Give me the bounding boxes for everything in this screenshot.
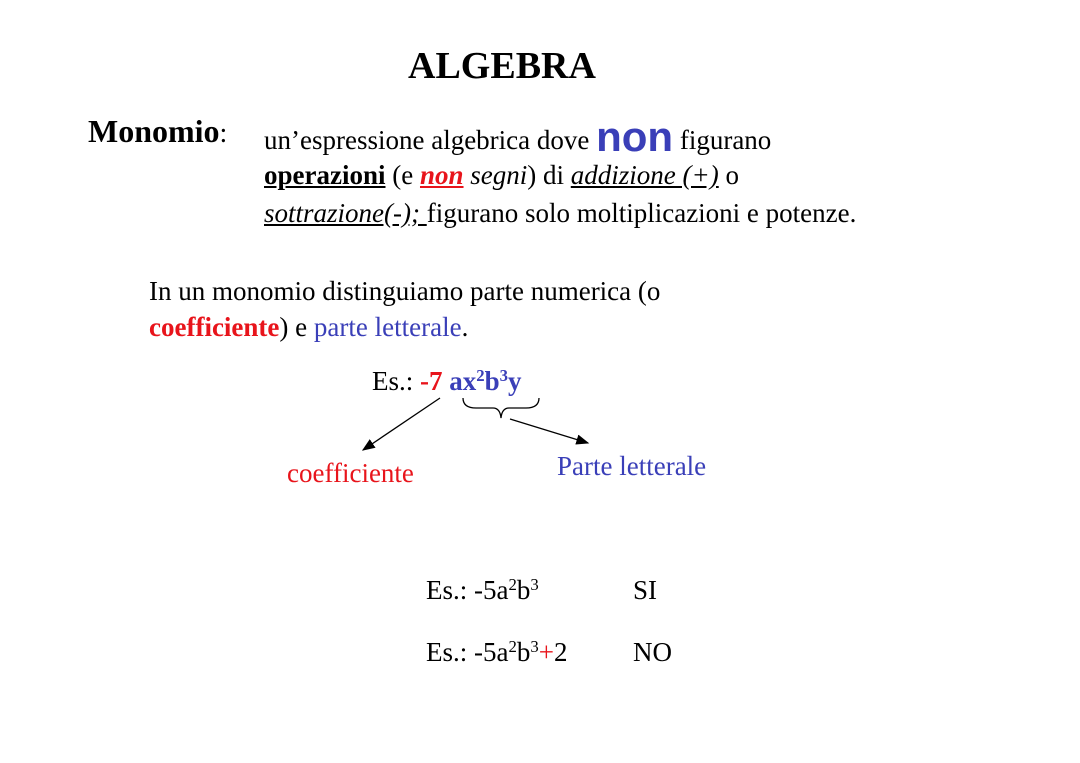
literal-brace [463, 398, 539, 418]
def1-text-a: un’espressione algebrica dove [264, 125, 597, 155]
example-prefix: Es.: [372, 366, 421, 396]
parts-line-2 [149, 312, 468, 343]
parts-parte-letterale: parte letterale [313, 312, 462, 342]
def1-text-b: figurano [673, 125, 772, 155]
page-title: ALGEBRA [408, 45, 596, 87]
def3-rest: figurano solo moltiplicazioni e potenze. [426, 198, 857, 228]
parts-coefficiente: coefficiente [149, 312, 280, 342]
example-1-result: SI [633, 575, 658, 605]
definition-line-2 [264, 160, 739, 191]
example-coefficient: -7 [420, 366, 443, 396]
def2-segni: segni [470, 160, 528, 190]
parts-line-1: In un monomio distinguiamo parte numerica (o [149, 276, 661, 306]
def2-text-a: (e [385, 160, 420, 190]
arrow-to-literal [510, 419, 588, 443]
definition-line-3 [264, 198, 856, 229]
definition-line-1 [264, 113, 771, 161]
def3-sottrazione: sottrazione(-); [264, 198, 427, 228]
example-1: Es.: $-5a^2b^3$ [426, 574, 539, 605]
arrow-to-coefficient [363, 398, 440, 450]
def2-non: non [419, 160, 464, 190]
example-literal-part: $ax^2b^3y$ [449, 365, 522, 396]
def2-operazioni: operazioni [264, 160, 386, 190]
term-word: Monomio [88, 113, 220, 149]
def2-text-b: ) di [527, 160, 571, 190]
label-coefficient: coefficiente [287, 458, 414, 488]
label-literal-part: Parte letterale [557, 451, 707, 481]
example-monomial [372, 366, 522, 397]
term-colon: : [219, 118, 228, 149]
definition-term [88, 113, 227, 150]
def2-text-c: o [718, 160, 739, 190]
parts-text-b: . [461, 312, 469, 342]
parts-text-a: ) e [279, 312, 314, 342]
example-2-result: NO [633, 637, 672, 667]
example-2: Es.: $-5a^2b^3+2$ [426, 636, 568, 667]
example-2-plus: + [538, 637, 554, 667]
def1-non-emphasis: non [596, 113, 674, 160]
def2-addizione: addizione (+) [570, 160, 719, 190]
